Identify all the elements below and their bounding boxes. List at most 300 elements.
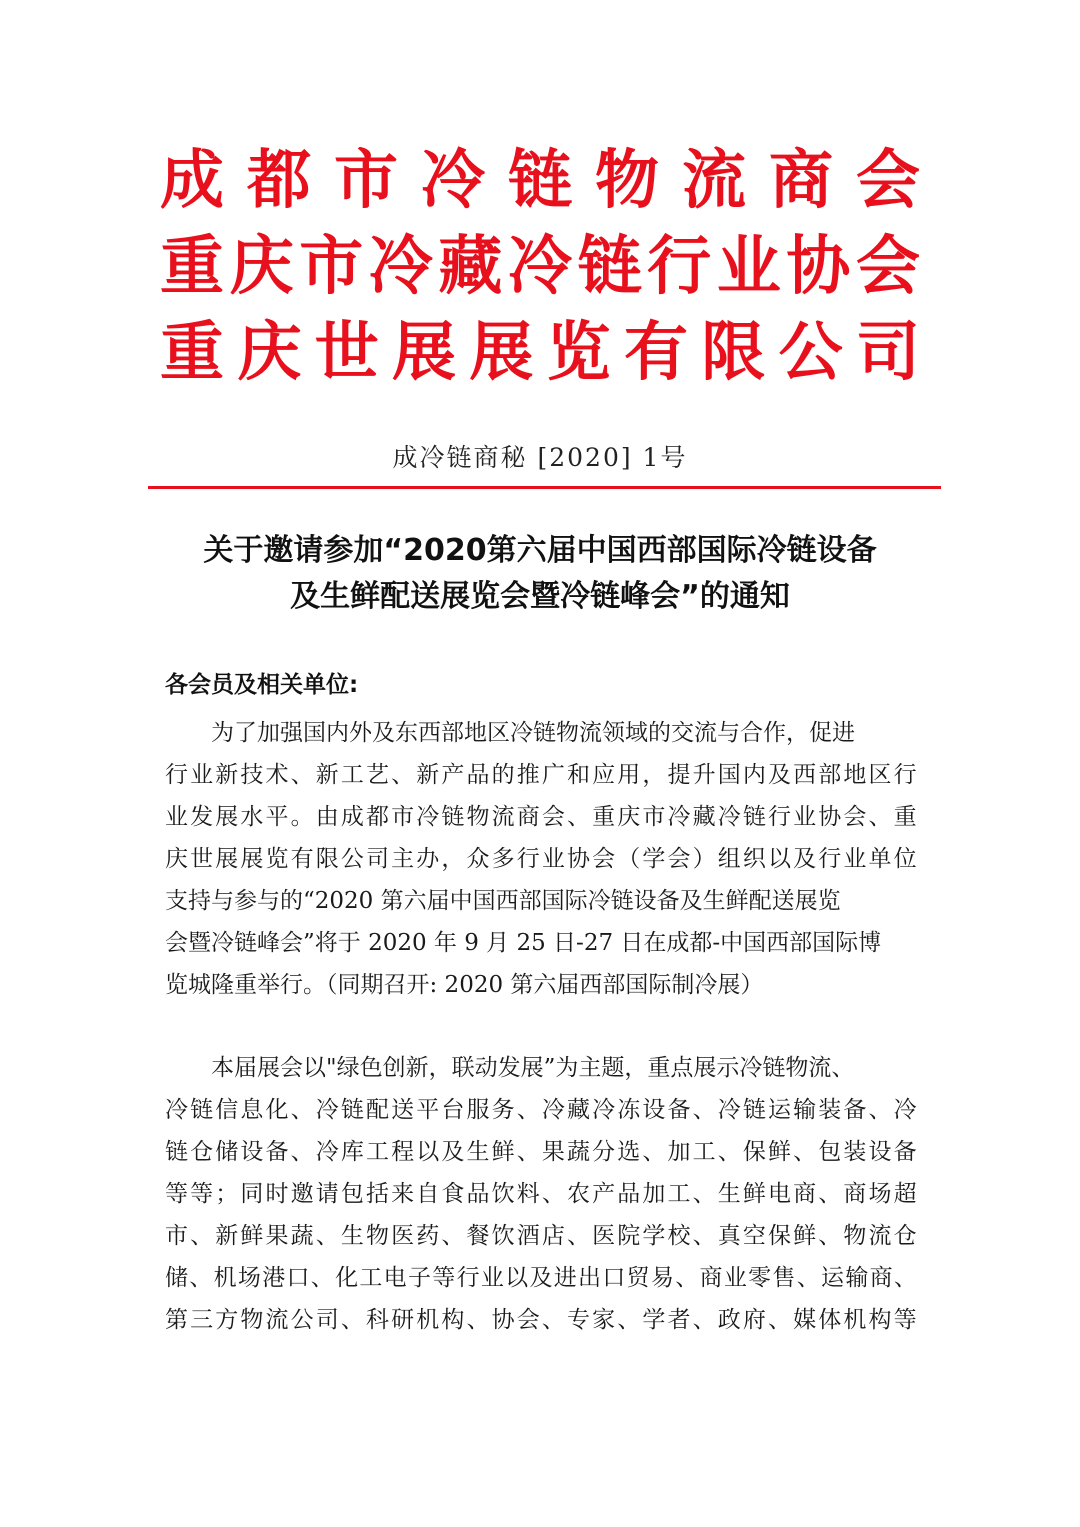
line-char: 冷 bbox=[717, 804, 741, 830]
line-char: 媒 bbox=[793, 1307, 817, 1333]
line-char: 公 bbox=[340, 846, 364, 872]
line-char: 以 bbox=[768, 846, 791, 872]
line-char: 新 bbox=[315, 762, 339, 788]
line-char: 冷 bbox=[416, 804, 440, 830]
line-char: 运 bbox=[768, 1097, 791, 1123]
line-char: 、 bbox=[541, 1307, 565, 1333]
issuer-char: 公 bbox=[778, 316, 843, 390]
line-char: 等 bbox=[893, 1307, 917, 1333]
issuer-char: 藏 bbox=[438, 230, 503, 304]
line-char: 流 bbox=[491, 804, 515, 830]
line-char: 行 bbox=[165, 762, 188, 788]
line-char: 储 bbox=[165, 1265, 188, 1291]
line-char: 办 bbox=[416, 846, 440, 872]
issuer-char: 行 bbox=[647, 230, 712, 304]
line-char: 台 bbox=[441, 1097, 465, 1123]
line-char: 公 bbox=[290, 1307, 314, 1333]
line-char: 成 bbox=[340, 804, 364, 830]
line-char: 冷 bbox=[541, 1097, 565, 1123]
issuer-line bbox=[160, 138, 920, 224]
line-char: 酒 bbox=[516, 1223, 540, 1249]
line-char: 进 bbox=[553, 1265, 577, 1291]
line-char: 市 bbox=[165, 1223, 188, 1249]
line-char: 商 bbox=[869, 1265, 893, 1291]
issuer-char: 链 bbox=[508, 144, 572, 218]
line-char: ， bbox=[642, 762, 666, 788]
line-char: 链 bbox=[742, 804, 766, 830]
line-char: 府 bbox=[742, 1307, 766, 1333]
line-char: 零 bbox=[748, 1265, 772, 1291]
line-char: 场 bbox=[237, 1265, 261, 1291]
line-char: 邀 bbox=[290, 1181, 314, 1207]
line-char: 等 bbox=[190, 1181, 214, 1207]
line-char: 鲜 bbox=[742, 1181, 766, 1207]
line-char: 由 bbox=[315, 804, 339, 830]
line-char: 平 bbox=[265, 804, 289, 830]
line-char: 自 bbox=[416, 1181, 440, 1207]
issuer-char: 市 bbox=[299, 230, 364, 304]
line-char: 行 bbox=[818, 846, 842, 872]
line-char: 升 bbox=[692, 762, 716, 788]
line-char: 、 bbox=[768, 1307, 791, 1333]
line-char: 备 bbox=[667, 1097, 691, 1123]
line-char: 加 bbox=[667, 1139, 691, 1165]
line-char: 工 bbox=[366, 1139, 389, 1165]
issuer-char: 冷 bbox=[507, 230, 572, 304]
line-char: 化 bbox=[265, 1097, 289, 1123]
line-char: 览 bbox=[265, 846, 289, 872]
line-char: 以 bbox=[505, 1265, 529, 1291]
line-char: 蔬 bbox=[567, 1139, 590, 1165]
line-char: 、 bbox=[717, 1139, 741, 1165]
line-char: 、 bbox=[516, 1097, 540, 1123]
line-char: 贸 bbox=[626, 1265, 650, 1291]
line-char: ） bbox=[692, 846, 716, 872]
line-char: 区 bbox=[868, 762, 892, 788]
line-char: 工 bbox=[340, 762, 364, 788]
line-char: 展 bbox=[215, 846, 239, 872]
issuer-char: 流 bbox=[682, 144, 746, 218]
line-char: 冷 bbox=[165, 1097, 188, 1123]
line-char: 机 bbox=[843, 1307, 867, 1333]
line-char: 、 bbox=[868, 1097, 892, 1123]
paragraph-line bbox=[165, 754, 917, 796]
line-char: 装 bbox=[818, 1097, 842, 1123]
line-char: 鲜 bbox=[768, 1139, 791, 1165]
line-char: 生 bbox=[340, 1223, 364, 1249]
line-char: 食 bbox=[441, 1181, 465, 1207]
line-char: 鲜 bbox=[793, 1223, 817, 1249]
line-char: 链 bbox=[165, 1139, 188, 1165]
issuer-char: 链 bbox=[577, 230, 642, 304]
line-char: 冷 bbox=[315, 1139, 339, 1165]
line-char: 配 bbox=[366, 1097, 389, 1123]
issuer-char: 业 bbox=[716, 230, 781, 304]
line-char: 、 bbox=[290, 1139, 314, 1165]
title-line-1: 关于邀请参加“2020第六届中国西部国际冷链设备 bbox=[203, 533, 877, 568]
issuer-char: 协 bbox=[786, 230, 851, 304]
line-char: 业 bbox=[843, 846, 867, 872]
line-char: 应 bbox=[592, 762, 616, 788]
line-char: 有 bbox=[290, 846, 314, 872]
line-char: 药 bbox=[416, 1223, 440, 1249]
issuer-char: 商 bbox=[769, 144, 833, 218]
line-char: 、 bbox=[189, 1265, 213, 1291]
document-number: 成冷链商秘 [2020] 1号 bbox=[392, 443, 688, 472]
title-line-2: 及生鲜配送展览会暨冷链峰会”的通知 bbox=[290, 579, 790, 614]
paragraph-line bbox=[165, 1131, 917, 1173]
line-char: 、 bbox=[818, 1181, 842, 1207]
line-char: 、 bbox=[541, 1181, 565, 1207]
issuer-line bbox=[160, 224, 920, 310]
line-char: 学 bbox=[642, 1223, 666, 1249]
line-char: 生 bbox=[717, 1181, 741, 1207]
line-char: 展 bbox=[240, 846, 264, 872]
issuer-char: 会 bbox=[855, 230, 920, 304]
line-char: 储 bbox=[215, 1139, 239, 1165]
line-char: 冷 bbox=[893, 1097, 917, 1123]
body-paragraph-2 bbox=[165, 1047, 917, 1341]
line-char: 会 bbox=[843, 804, 867, 830]
line-char: 藏 bbox=[692, 804, 716, 830]
line-char: 、 bbox=[868, 804, 892, 830]
line-char: 仓 bbox=[190, 1139, 214, 1165]
line-char: 和 bbox=[567, 762, 590, 788]
line-char: 冷 bbox=[592, 1097, 616, 1123]
line-char: 者 bbox=[667, 1307, 691, 1333]
line-char: 冷 bbox=[315, 1097, 339, 1123]
line-char: 信 bbox=[215, 1097, 239, 1123]
line-char: 备 bbox=[893, 1139, 917, 1165]
line-char: 流 bbox=[868, 1223, 892, 1249]
line-char: 仓 bbox=[893, 1223, 917, 1249]
line-char: 、 bbox=[190, 1223, 214, 1249]
line-char: 、 bbox=[692, 1223, 716, 1249]
line-char: 科 bbox=[366, 1307, 389, 1333]
line-char: 、 bbox=[796, 1265, 820, 1291]
line-char: 会 bbox=[541, 804, 565, 830]
line-char: 商 bbox=[843, 1181, 867, 1207]
line-char: 会 bbox=[667, 846, 691, 872]
line-char: 世 bbox=[190, 846, 214, 872]
line-char: 庆 bbox=[165, 846, 188, 872]
line-char: 以 bbox=[416, 1139, 440, 1165]
line-char: 家 bbox=[592, 1307, 616, 1333]
line-char: 蔬 bbox=[290, 1223, 314, 1249]
paragraph-line bbox=[165, 796, 917, 838]
paragraph-line bbox=[165, 1215, 917, 1257]
line-char: 、 bbox=[893, 1265, 917, 1291]
issuer-header bbox=[160, 138, 920, 396]
line-char: 冷 bbox=[717, 1097, 741, 1123]
line-char: 协 bbox=[818, 804, 842, 830]
line-char: 息 bbox=[240, 1097, 264, 1123]
line-char: 料 bbox=[516, 1181, 540, 1207]
line-char: 行 bbox=[893, 762, 917, 788]
line-char: 医 bbox=[592, 1223, 616, 1249]
line-char: 、 bbox=[466, 1307, 490, 1333]
line-char: 餐 bbox=[466, 1223, 490, 1249]
line-char: 第 bbox=[165, 1307, 188, 1333]
line-char: 限 bbox=[315, 846, 339, 872]
line-char: 来 bbox=[391, 1181, 415, 1207]
line-char: 广 bbox=[541, 762, 565, 788]
line-char: 品 bbox=[617, 1181, 641, 1207]
line-char: 运 bbox=[821, 1265, 845, 1291]
line-char: 易 bbox=[650, 1265, 674, 1291]
line-char: 地 bbox=[843, 762, 867, 788]
line-char: 果 bbox=[265, 1223, 289, 1249]
line-char: 会 bbox=[592, 846, 616, 872]
line-char: 方 bbox=[215, 1307, 239, 1333]
line-char: 饮 bbox=[491, 1223, 515, 1249]
line-char: 程 bbox=[391, 1139, 415, 1165]
issuer-char: 都 bbox=[247, 144, 311, 218]
issuer-char: 庆 bbox=[229, 230, 294, 304]
line-char: 部 bbox=[818, 762, 842, 788]
line-char: 链 bbox=[742, 1097, 766, 1123]
line-char: 等 bbox=[165, 1181, 188, 1207]
line-char: 位 bbox=[893, 846, 917, 872]
paragraph-line: 会暨冷链峰会”将于 2020 年 9 月 25 日-27 日在成都-中国西部国际博 bbox=[165, 930, 882, 956]
line-char: 请 bbox=[315, 1181, 339, 1207]
line-char: 国 bbox=[717, 762, 741, 788]
line-char: 商 bbox=[699, 1265, 723, 1291]
paragraph-line: 本届展会以"绿色创新，联动发展”为主题，重点展示冷链物流、 bbox=[211, 1055, 855, 1081]
salutation: 各会员及相关单位: bbox=[165, 672, 359, 698]
line-char: 、 bbox=[567, 1223, 590, 1249]
line-char: 冻 bbox=[617, 1097, 641, 1123]
line-char: 口 bbox=[602, 1265, 626, 1291]
line-char: 超 bbox=[893, 1181, 917, 1207]
body-paragraph-1 bbox=[165, 712, 917, 1006]
line-char: 物 bbox=[843, 1223, 867, 1249]
line-char: 机 bbox=[416, 1307, 440, 1333]
line-char: 市 bbox=[391, 804, 415, 830]
line-char: 研 bbox=[391, 1307, 415, 1333]
line-char: 、 bbox=[391, 762, 415, 788]
issuer-char: 冷 bbox=[368, 230, 433, 304]
line-char: 构 bbox=[441, 1307, 465, 1333]
issuer-char: 有 bbox=[623, 316, 688, 390]
line-char: 、 bbox=[290, 762, 314, 788]
line-char: 子 bbox=[407, 1265, 431, 1291]
line-char: 备 bbox=[843, 1097, 867, 1123]
line-char: 、 bbox=[516, 1139, 540, 1165]
line-char: 港 bbox=[262, 1265, 286, 1291]
line-char: 西 bbox=[793, 762, 817, 788]
line-char: 生 bbox=[466, 1139, 490, 1165]
line-char: 、 bbox=[818, 1223, 842, 1249]
line-char: 组 bbox=[717, 846, 741, 872]
line-char: 售 bbox=[772, 1265, 796, 1291]
line-char: 新 bbox=[215, 762, 239, 788]
issuer-char: 市 bbox=[334, 144, 398, 218]
line-char: 同 bbox=[240, 1181, 264, 1207]
line-char: 品 bbox=[466, 1181, 490, 1207]
line-char: 工 bbox=[692, 1139, 716, 1165]
line-char: 司 bbox=[366, 846, 389, 872]
line-char: 会 bbox=[516, 1307, 540, 1333]
line-char: 水 bbox=[240, 804, 264, 830]
issuer-char: 成 bbox=[160, 144, 224, 218]
line-char: 藏 bbox=[567, 1097, 590, 1123]
issuer-char: 物 bbox=[595, 144, 659, 218]
line-char: 推 bbox=[516, 762, 540, 788]
line-char: 等 bbox=[432, 1265, 456, 1291]
line-char: 服 bbox=[466, 1097, 490, 1123]
line-char: 构 bbox=[868, 1307, 892, 1333]
line-char: 政 bbox=[717, 1307, 741, 1333]
paragraph-line bbox=[165, 838, 917, 880]
line-char: ， bbox=[441, 846, 465, 872]
line-char: 校 bbox=[667, 1223, 691, 1249]
line-char: 业 bbox=[190, 762, 214, 788]
line-char: 发 bbox=[190, 804, 214, 830]
issuer-char: 展 bbox=[469, 316, 534, 390]
line-char: 展 bbox=[215, 804, 239, 830]
line-char: 时 bbox=[265, 1181, 289, 1207]
line-char: 协 bbox=[567, 846, 590, 872]
paragraph-line: 支持与参与的“2020 第六届中国西部国际冷链设备及生鲜配送展览 bbox=[165, 888, 841, 914]
line-char: 工 bbox=[667, 1181, 691, 1207]
line-char: 设 bbox=[642, 1097, 666, 1123]
line-char: 库 bbox=[340, 1139, 364, 1165]
line-char: 电 bbox=[383, 1265, 407, 1291]
line-char: 、 bbox=[567, 804, 590, 830]
line-char: 饮 bbox=[491, 1181, 515, 1207]
line-char: 业 bbox=[165, 804, 188, 830]
line-char: 链 bbox=[190, 1097, 214, 1123]
line-char: 果 bbox=[541, 1139, 565, 1165]
line-char: 用 bbox=[617, 762, 641, 788]
line-char: 及 bbox=[768, 762, 791, 788]
line-char: 院 bbox=[617, 1223, 641, 1249]
line-char: 。 bbox=[290, 804, 314, 830]
line-char: 重 bbox=[893, 804, 917, 830]
line-char: 冷 bbox=[667, 804, 691, 830]
line-char: 场 bbox=[868, 1181, 892, 1207]
line-char: 技 bbox=[240, 762, 264, 788]
line-char: 行 bbox=[768, 804, 791, 830]
issuer-char: 司 bbox=[855, 316, 920, 390]
line-char: 工 bbox=[359, 1265, 383, 1291]
paragraph-line bbox=[165, 1257, 917, 1299]
line-char: 体 bbox=[818, 1307, 842, 1333]
line-char: 提 bbox=[667, 762, 691, 788]
line-char: 及 bbox=[441, 1139, 465, 1165]
line-char: 输 bbox=[845, 1265, 869, 1291]
line-char: 选 bbox=[617, 1139, 641, 1165]
line-char: 司 bbox=[315, 1307, 339, 1333]
line-char: 多 bbox=[491, 846, 515, 872]
line-char: 单 bbox=[868, 846, 892, 872]
line-char: 物 bbox=[466, 804, 490, 830]
line-char: 内 bbox=[742, 762, 766, 788]
line-char: 商 bbox=[793, 1181, 817, 1207]
notice-title bbox=[120, 528, 960, 620]
line-char: 学 bbox=[642, 846, 666, 872]
line-char: 织 bbox=[742, 846, 766, 872]
line-char: 庆 bbox=[617, 804, 641, 830]
line-char: ； bbox=[215, 1181, 239, 1207]
line-char: 设 bbox=[868, 1139, 892, 1165]
line-char: 、 bbox=[441, 1223, 465, 1249]
line-char: 装 bbox=[843, 1139, 867, 1165]
line-char: 众 bbox=[466, 846, 490, 872]
line-char: 包 bbox=[818, 1139, 842, 1165]
line-char: 学 bbox=[642, 1307, 666, 1333]
line-char: 、 bbox=[692, 1307, 716, 1333]
issuer-char: 限 bbox=[701, 316, 766, 390]
line-char: 分 bbox=[592, 1139, 616, 1165]
line-char: 行 bbox=[516, 846, 540, 872]
line-char: 都 bbox=[366, 804, 389, 830]
line-char: 备 bbox=[265, 1139, 289, 1165]
line-char: 化 bbox=[335, 1265, 359, 1291]
line-char: 新 bbox=[416, 762, 440, 788]
line-char: 业 bbox=[541, 846, 565, 872]
line-char: 鲜 bbox=[240, 1223, 264, 1249]
line-char: 、 bbox=[617, 1307, 641, 1333]
issuer-char: 会 bbox=[856, 144, 920, 218]
line-char: 加 bbox=[642, 1181, 666, 1207]
line-char: 保 bbox=[768, 1223, 791, 1249]
line-char: 务 bbox=[491, 1097, 515, 1123]
line-char: 口 bbox=[286, 1265, 310, 1291]
line-char: 业 bbox=[723, 1265, 747, 1291]
line-char: 店 bbox=[541, 1223, 565, 1249]
line-char: 机 bbox=[213, 1265, 237, 1291]
line-char: 空 bbox=[742, 1223, 766, 1249]
line-char: 医 bbox=[391, 1223, 415, 1249]
line-char: 物 bbox=[240, 1307, 264, 1333]
line-char: 的 bbox=[491, 762, 515, 788]
line-char: 三 bbox=[190, 1307, 214, 1333]
line-char: 真 bbox=[717, 1223, 741, 1249]
paragraph-line: 为了加强国内外及东西部地区冷链物流领域的交流与合作，促进 bbox=[211, 720, 855, 746]
line-char: 、 bbox=[290, 1097, 314, 1123]
line-char: 、 bbox=[675, 1265, 699, 1291]
line-char: 、 bbox=[793, 1139, 817, 1165]
issuer-line bbox=[160, 310, 920, 396]
paragraph-line bbox=[165, 1089, 917, 1131]
line-char: 新 bbox=[215, 1223, 239, 1249]
line-char: 市 bbox=[642, 804, 666, 830]
line-char: 专 bbox=[567, 1307, 590, 1333]
line-char: 设 bbox=[240, 1139, 264, 1165]
issuer-char: 重 bbox=[160, 316, 224, 390]
issuer-char: 庆 bbox=[237, 316, 302, 390]
issuer-char: 冷 bbox=[421, 144, 485, 218]
line-char: 、 bbox=[340, 1307, 364, 1333]
line-char: 出 bbox=[578, 1265, 602, 1291]
line-char: 、 bbox=[642, 1139, 666, 1165]
red-divider bbox=[148, 486, 941, 489]
line-char: 、 bbox=[692, 1097, 716, 1123]
line-char: 链 bbox=[441, 804, 465, 830]
line-char: 品 bbox=[466, 762, 490, 788]
line-char: 送 bbox=[391, 1097, 415, 1123]
paragraph-line: 览城隆重举行。（同期召开: 2020 第六届西部国际制冷展） bbox=[165, 972, 764, 998]
line-char: 产 bbox=[592, 1181, 616, 1207]
line-char: 产 bbox=[441, 762, 465, 788]
line-char: 链 bbox=[340, 1097, 364, 1123]
line-char: 业 bbox=[793, 804, 817, 830]
line-char: 术 bbox=[265, 762, 289, 788]
line-char: 流 bbox=[265, 1307, 289, 1333]
line-char: 括 bbox=[366, 1181, 389, 1207]
